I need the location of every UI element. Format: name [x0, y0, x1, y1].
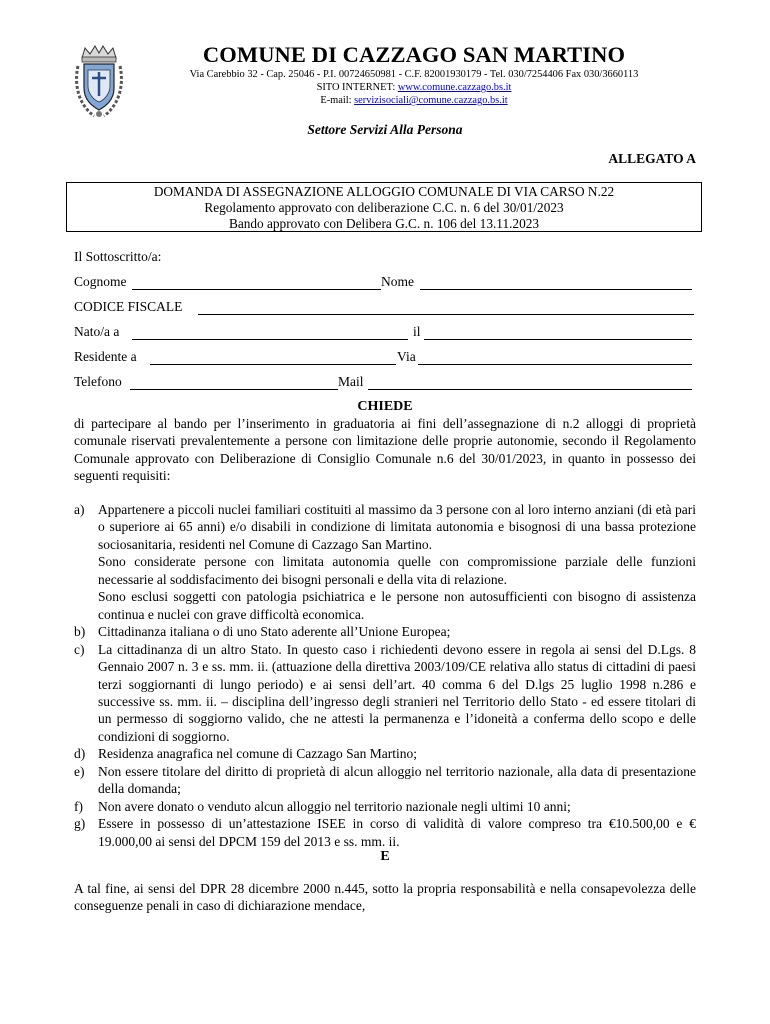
birth-row: [74, 324, 696, 344]
residence-label: Residente a: [74, 349, 137, 364]
tax-code-label: CODICE FISCALE: [74, 299, 183, 314]
request-paragraph: di partecipare al bando per l’inserimento in graduatoria ai fini dell’assegnazione di n.2 alloggi di proprietà comunale riservati prevalentemente a persone con limitazione delle proprie autonomie, secondo il Regolamento Comunale approvato con Deliberazione di Consiglio Comunale n.6 del 30/01/2023, in quanto in possesso dei seguenti requisiti:: [74, 416, 696, 484]
tax-code-row: [74, 299, 696, 319]
street-field[interactable]: [418, 364, 692, 365]
requirement-text: Cittadinanza italiana o di uno Stato aderente all’Unione Europea;: [98, 624, 451, 640]
birthplace-field[interactable]: [132, 339, 408, 340]
sector-title: Settore Servizi Alla Persona: [307, 122, 463, 137]
requirement-text: Non essere titolare del diritto di proprietà di alcun alloggio nel territorio nazionale, alla data di presentazione della domanda;: [98, 763, 696, 797]
residence-field[interactable]: [150, 364, 396, 365]
tax-code-field[interactable]: [198, 314, 694, 315]
name-row: [74, 274, 696, 294]
mail-field[interactable]: [368, 389, 692, 390]
requirement-letter: d): [74, 746, 86, 762]
application-title-box: [66, 182, 702, 232]
coat-of-arms-logo: [74, 44, 124, 120]
residence-row: [74, 349, 696, 369]
requirement-item: [74, 501, 696, 623]
requirement-item: [74, 815, 696, 850]
requirement-text: La cittadinanza di un altro Stato. In questo caso i richiedenti devono essere in regola ai sensi del D.Lgs. 8 Gennaio 2007 n. 3 e ss. mm. ii. (attuazione della direttiva 2003/109/CE relativa allo status di cittadini di paesi terzi soggiornanti di lungo periodo) e ai sensi dell’art. 40 comma 6 del D.lgs 25 luglio 1998 n.286 e successive ss. mm. ii. – disciplina dell’ingresso degli stranieri nel Territorio dello Stato - ed essere titolari di un permesso di soggiorno valido, che ne attesti la permanenza e l’idoneità a conferma dello scopo e delle condizioni di soggiorno.: [98, 641, 696, 744]
birthdate-label: il: [413, 324, 421, 339]
phone-label: Telefono: [74, 374, 122, 389]
requirement-item: [74, 623, 696, 640]
requirement-item: [74, 798, 696, 815]
website-link[interactable]: www.comune.cazzago.bs.it: [397, 82, 512, 93]
undersigned-label: Il Sottoscritto/a:: [74, 249, 162, 264]
municipality-title: COMUNE DI CAZZAGO SAN MARTINO: [202, 42, 626, 67]
birthplace-label: Nato/a a: [74, 324, 120, 339]
and-heading: E: [380, 849, 390, 864]
requirement-letter: f): [74, 798, 83, 814]
letterhead: [74, 42, 696, 122]
municipality-address: Via Carebbio 32 - Cap. 25046 - P.I. 00724650981 - C.F. 82001930179 - Tel. 030/7254406 Fax 030/3660113: [189, 69, 639, 80]
requirement-item: [74, 745, 696, 762]
requirement-letter: e): [74, 763, 85, 779]
requirement-item: [74, 763, 696, 798]
requirement-letter: a): [74, 502, 85, 517]
phone-field[interactable]: [130, 389, 338, 390]
requirement-letter: c): [74, 641, 85, 657]
requirement-text: Appartenere a piccoli nuclei familiari costituiti al massimo da 3 persone con al loro interno anziani (di età pari o superiore ai 65 anni) e/o disabili in condizione di limitata autonomia e bisognosi di una bassa protezione sociosanitaria, residenti nel Comune di Cazzago San Martino.: [98, 502, 696, 552]
first-name-field[interactable]: [420, 289, 692, 290]
requirement-letter: b): [74, 624, 86, 640]
requirement-letter: g): [74, 816, 86, 832]
requests-heading: CHIEDE: [357, 399, 413, 414]
surname-field[interactable]: [132, 289, 382, 290]
surname-label: Cognome: [74, 274, 127, 289]
application-title: DOMANDA DI ASSEGNAZIONE ALLOGGIO COMUNALE DI VIA CARSO N.22: [153, 184, 615, 199]
website-label: SITO INTERNET:: [316, 82, 398, 93]
regulation-reference: Regolamento approvato con deliberazione C.C. n. 6 del 30/01/2023: [204, 199, 564, 215]
email-label: E-mail:: [320, 95, 355, 106]
requirement-text: Non avere donato o venduto alcun alloggio nel territorio nazionale negli ultimi 10 anni;: [98, 798, 571, 814]
first-name-label: Nome: [381, 274, 414, 289]
street-label: Via: [397, 349, 416, 364]
website-line: [134, 81, 694, 94]
contact-row: [74, 374, 696, 394]
requirement-item: [74, 641, 696, 746]
requirement-text: Sono considerate persone con limitata autonomia quelle con compromissione parziale delle funzioni necessarie al soddisfacimento dei bisogni personali e della vita di relazione.: [98, 554, 696, 587]
email-line: [134, 94, 694, 107]
requirement-text: Sono esclusi soggetti con patologia psichiatrica e le persone non autosufficienti con bisogno di assistenza continua e nuclei con grave difficoltà economica.: [98, 589, 696, 622]
email-link[interactable]: servizisociali@comune.cazzago.bs.it: [354, 95, 508, 106]
mail-label: Mail: [338, 374, 364, 389]
requirement-text: Residenza anagrafica nel comune di Cazzago San Martino;: [98, 746, 417, 762]
call-reference: Bando approvato con Delibera G.C. n. 106 del 13.11.2023: [228, 215, 540, 231]
annex-label: ALLEGATO A: [608, 151, 696, 166]
birthdate-field[interactable]: [424, 339, 692, 340]
requirement-text: Essere in possesso di un’attestazione ISEE in corso di validità di valore compreso tra €10.500,00 e € 19.000,00 ai sensi del DPCM 159 del 2013 e ss. mm. ii.: [98, 816, 696, 849]
requirements-list: [74, 501, 696, 850]
declaration-paragraph: A tal fine, ai sensi del DPR 28 dicembre 2000 n.445, sotto la propria responsabilità e nella consapevolezza delle conseguenze penali in caso di dichiarazione mendace,: [74, 881, 696, 914]
